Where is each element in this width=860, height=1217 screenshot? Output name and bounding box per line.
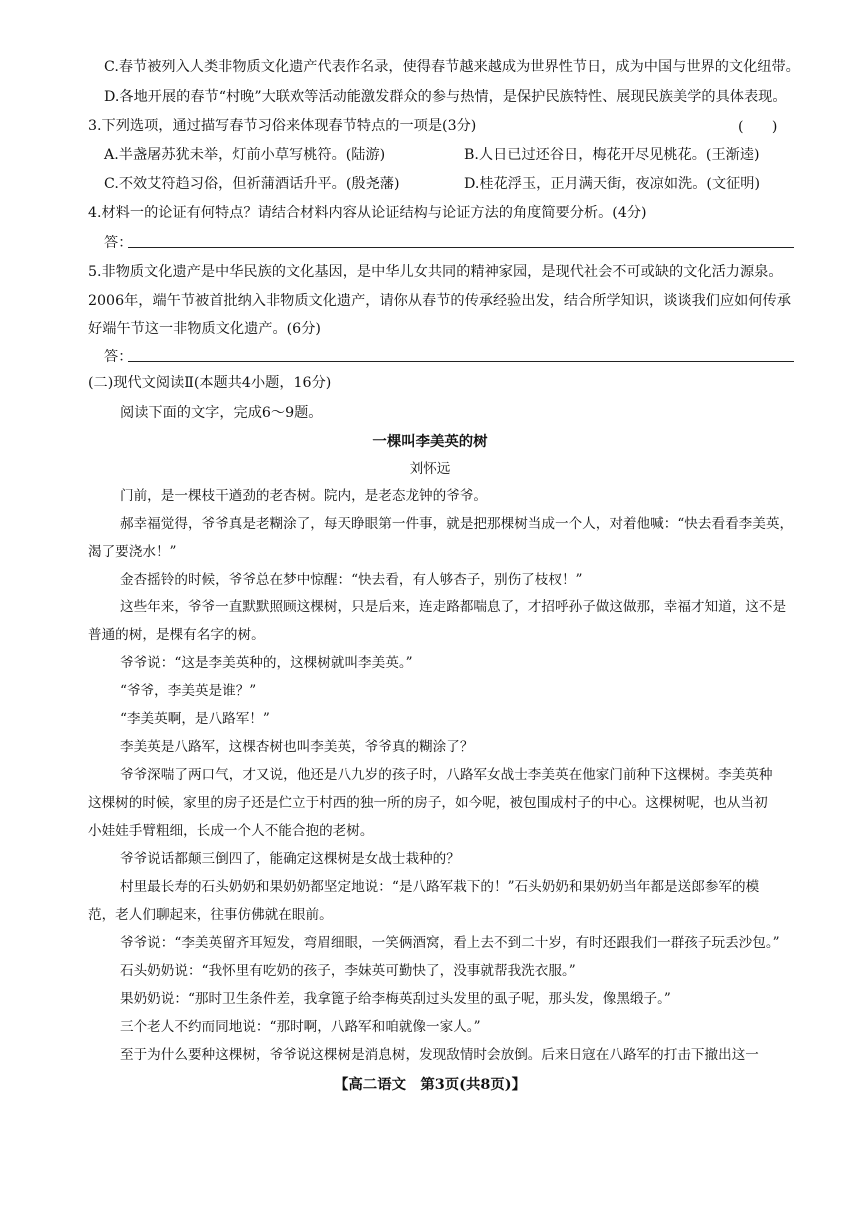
section-heading: (二)现代文阅读Ⅱ(本题共4小题，16分) xyxy=(88,375,332,391)
story-line: 爷爷说：“李美英留齐耳短发，弯眉细眼，一笑俩酒窝，看上去不到二十岁，有时还跟我们一群孩子玩丢沙包。” xyxy=(120,935,780,951)
story-line: 渴了要浇水！” xyxy=(88,544,177,560)
q5-stem-line2: 2006年，端午节被首批纳入非物质文化遗产，请你从春节的传承经验出发，结合所学知识，谈谈我们应如何传承 xyxy=(88,293,791,309)
story-line: 这棵树的时候，家里的房子还是伫立于村西的独一所的房子，如今呢，被包围成村子的中心。这棵树呢，也从当初 xyxy=(88,795,768,811)
q5-answer-label: 答： xyxy=(104,349,133,365)
q2-option-c: C.春节被列入人类非物质文化遗产代表作名录，使得春节越来越成为世界性节日，成为中国与世界的文化纽带。 xyxy=(104,59,800,75)
story-line: 范，老人们聊起来，往事仿佛就在眼前。 xyxy=(88,907,333,923)
story-line: 门前，是一棵枝干遒劲的老杏树。院内，是老态龙钟的爷爷。 xyxy=(120,488,488,504)
story-line: 郝幸福觉得，爷爷真是老糊涂了，每天睁眼第一件事，就是把那棵树当成一个人，对着他喊：“快去看看李美英， xyxy=(120,516,794,532)
q3-option-d: D.桂花浮玉，正月满天街，夜凉如洗。(文征明) xyxy=(464,176,761,192)
q4-answer-label: 答： xyxy=(104,235,133,251)
story-line: “李美英啊，是八路军！” xyxy=(120,711,270,727)
story-author: 刘怀远 xyxy=(409,461,451,477)
story-line: 普通的树，是棵有名字的树。 xyxy=(88,627,265,643)
story-line: 石头奶奶说：“我怀里有吃奶的孩子，李妹英可勤快了，没事就帮我洗衣服。” xyxy=(120,963,576,979)
story-line: 小娃娃手臂粗细，长成一个人不能合抱的老树。 xyxy=(88,823,374,839)
q3-option-a: A.半盏屠苏犹未举，灯前小草写桃符。(陆游) xyxy=(104,147,386,163)
story-line: 果奶奶说：“那时卫生条件差，我拿篦子给李梅英刮过头发里的虱子呢，那头发，像黑缎子。” xyxy=(120,991,671,1007)
q3-answer-bracket: ( ) xyxy=(738,119,778,135)
q2-option-d: D.各地开展的春节“村晚”大联欢等活动能激发群众的参与热情，是保护民族特性、展现民族美学的具体表现。 xyxy=(104,89,787,105)
story-line: 村里最长寿的石头奶奶和果奶奶都坚定地说：“是八路军栽下的！”石头奶奶和果奶奶当年都是送郎参军的模 xyxy=(120,879,760,895)
q4-stem: 4.材料一的论证有何特点？请结合材料内容从论证结构与论证方法的角度简要分析。(4分) xyxy=(88,205,647,221)
q5-stem-line1: 5.非物质文化遗产是中华民族的文化基因，是中华儿女共同的精神家园，是现代社会不可或缺的文化活力源泉。 xyxy=(88,264,783,280)
q4-answer-line[interactable] xyxy=(128,247,794,248)
story-line: 李美英是八路军，这棵杏树也叫李美英，爷爷真的糊涂了？ xyxy=(120,739,474,755)
story-line: 爷爷说：“这是李美英种的，这棵树就叫李美英。” xyxy=(120,655,413,671)
q3-option-b: B.人日已过还谷日，梅花开尽见桃花。(王渐逵) xyxy=(464,147,760,163)
story-line: 至于为什么要种这棵树，爷爷说这棵树是消息树，发现敌情时会放倒。后来日寇在八路军的打击下撤出这一 xyxy=(120,1047,759,1063)
q3-stem: 3.下列选项，通过描写春节习俗来体现春节特点的一项是(3分) xyxy=(88,118,477,134)
q5-answer-line[interactable] xyxy=(128,361,794,362)
story-title: 一棵叫李美英的树 xyxy=(372,433,488,450)
story-line: 爷爷说话都颠三倒四了，能确定这棵树是女战士栽种的？ xyxy=(120,851,460,867)
q5-stem-line3: 好端午节这一非物质文化遗产。(6分) xyxy=(88,321,321,337)
q3-option-c: C.不效艾符趋习俗，但祈蒲酒话升平。(殷尧藩) xyxy=(104,176,400,192)
story-line: 三个老人不约而同地说：“那时啊，八路军和咱就像一家人。” xyxy=(120,1019,481,1035)
page-footer: 【高二语文 第3页(共8页)】 xyxy=(334,1076,526,1093)
story-line: “爷爷，李美英是谁？” xyxy=(120,683,257,699)
story-line: 爷爷深喘了两口气，才又说，他还是八九岁的孩子时，八路军女战士李美英在他家门前种下这棵树。李美英种 xyxy=(120,767,773,783)
section-instruction: 阅读下面的文字，完成6～9题。 xyxy=(120,405,323,421)
story-line: 金杏摇铃的时候，爷爷总在梦中惊醒：“快去看，有人够杏子，别伤了枝杈！” xyxy=(120,572,583,588)
story-line: 这些年来，爷爷一直默默照顾这棵树，只是后来，连走路都喘息了，才招呼孙子做这做那，幸福才知道，这不是 xyxy=(120,599,787,615)
